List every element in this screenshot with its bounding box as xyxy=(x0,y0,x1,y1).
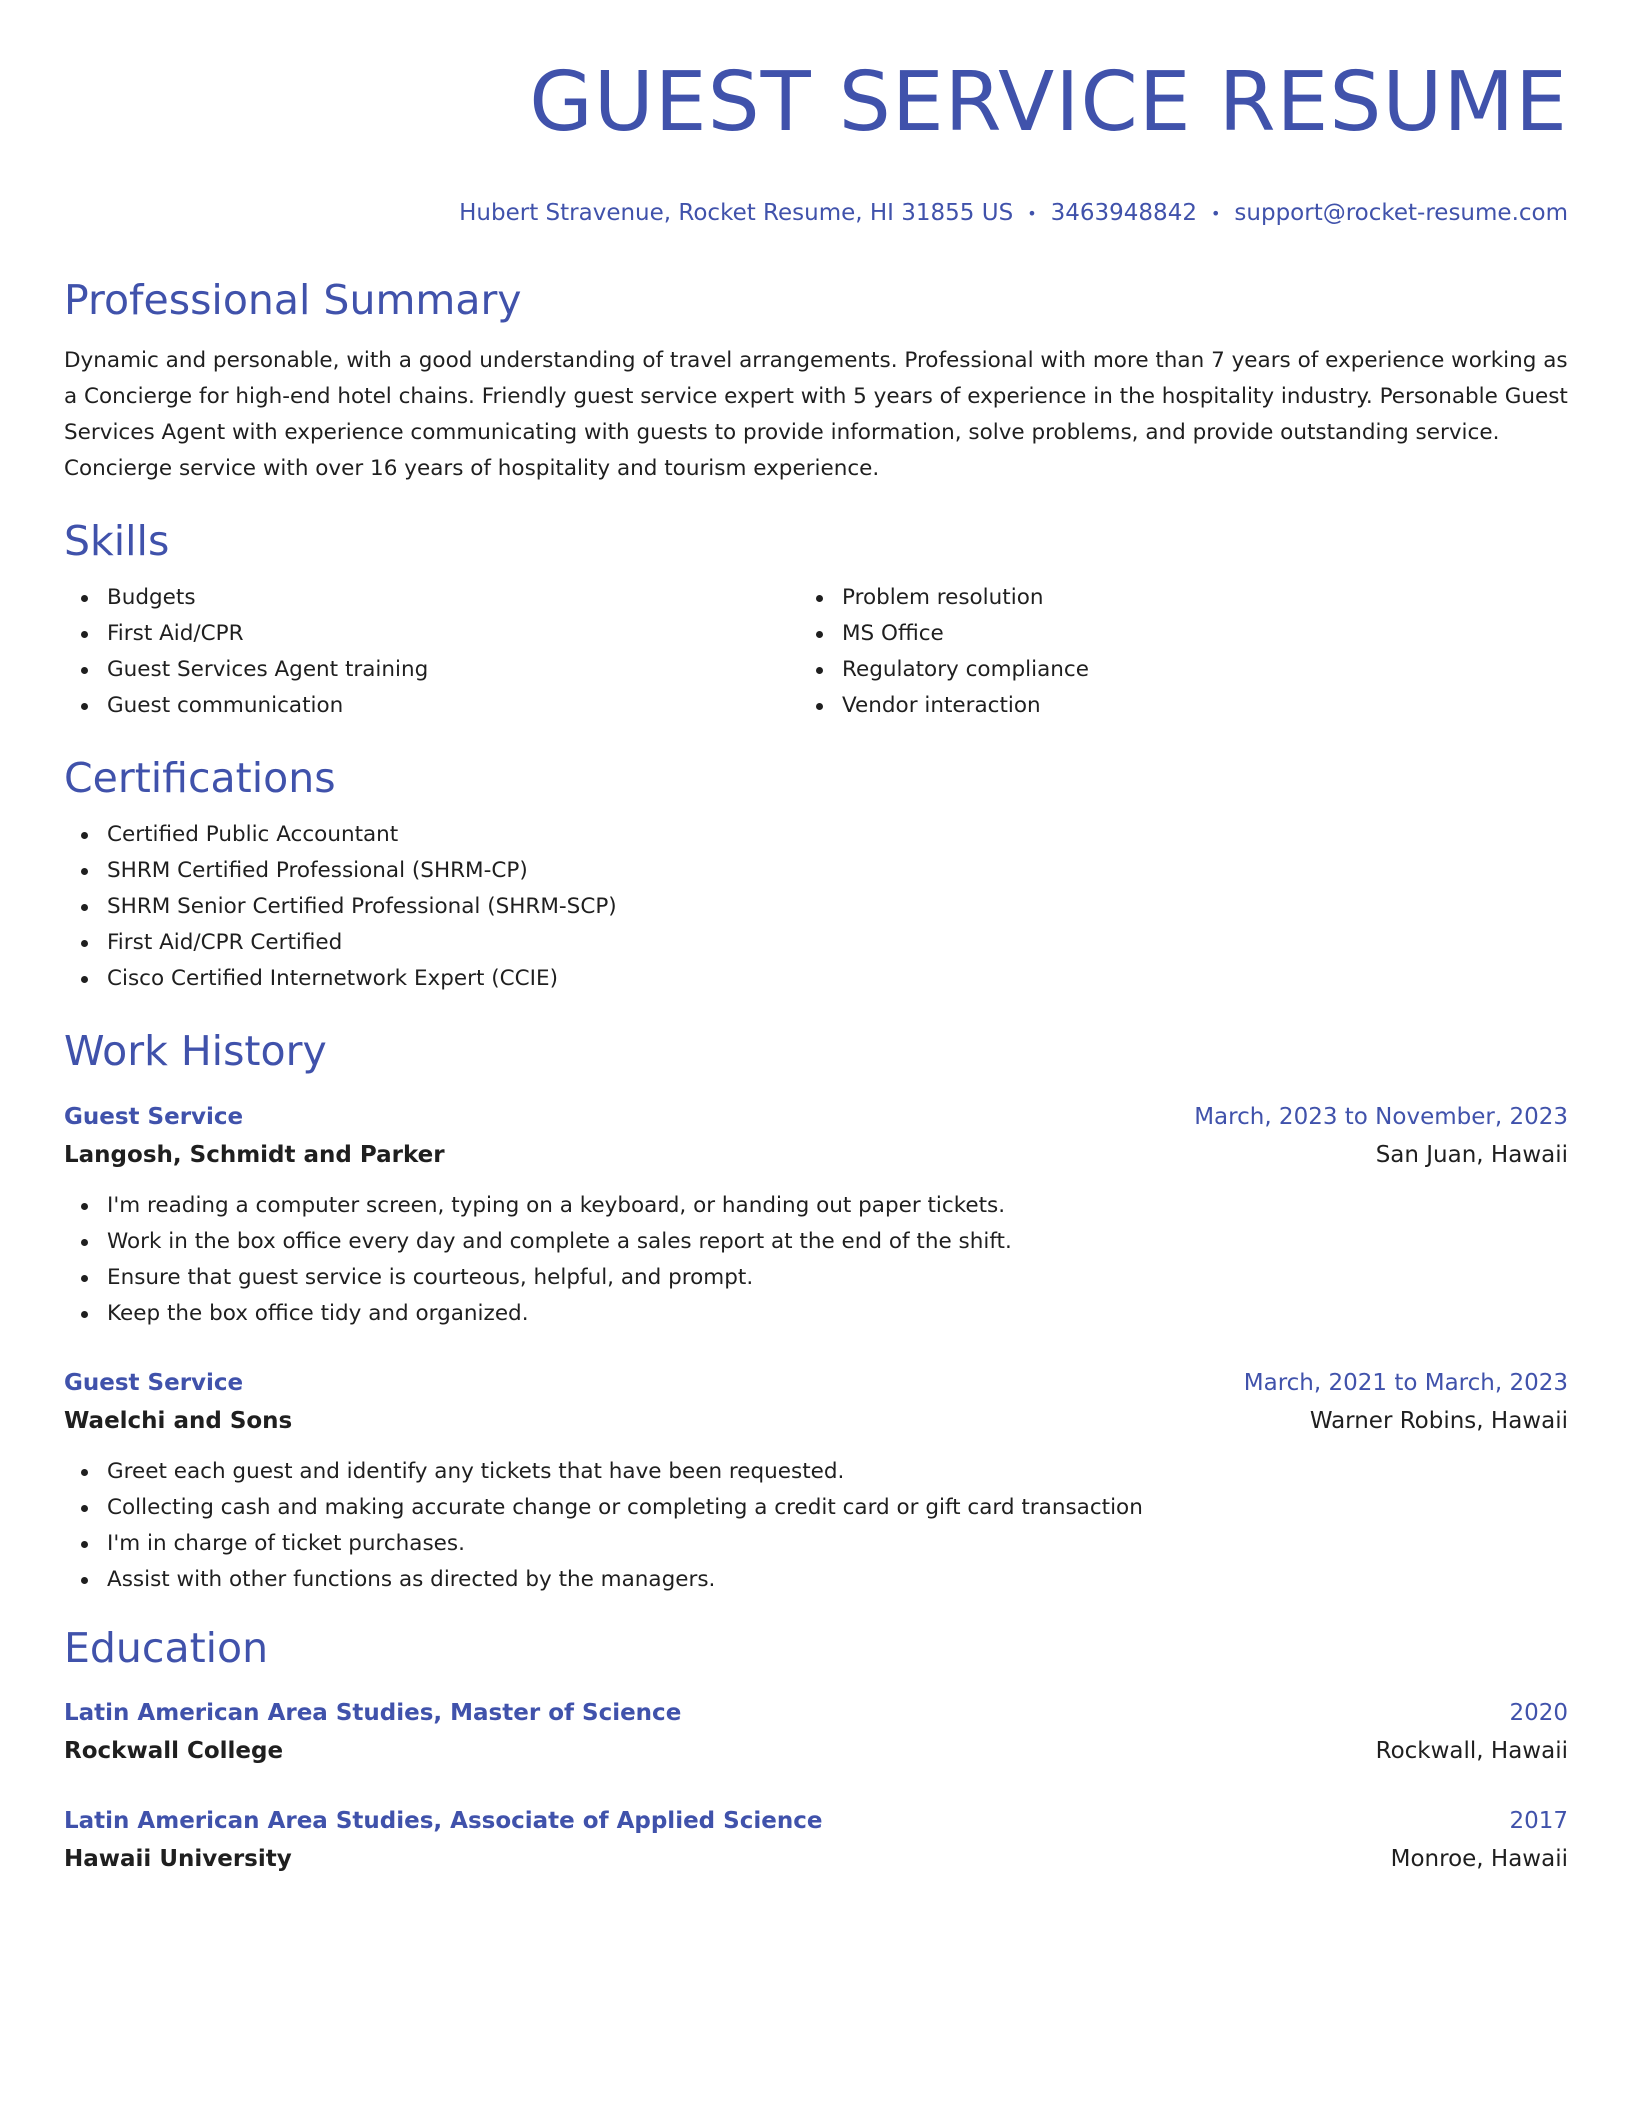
skills-list xyxy=(64,580,1568,724)
certifications-list xyxy=(64,817,1568,997)
education-degree: Latin American Area Studies, Master of Science xyxy=(64,1699,682,1726)
contact-phone: 3463948842 xyxy=(1050,200,1197,226)
section-title-certifications: Certifications xyxy=(64,753,336,802)
job-company-row xyxy=(64,1136,1568,1174)
education-location: Rockwall, Hawaii xyxy=(1375,1737,1568,1764)
job-duty: Assist with other functions as directed by the managers. xyxy=(64,1562,1568,1598)
job-dates: March, 2023 to November, 2023 xyxy=(1194,1104,1568,1131)
education-degree: Latin American Area Studies, Associate of Applied Science xyxy=(64,1807,823,1834)
section-title-skills: Skills xyxy=(64,516,170,565)
contact-line xyxy=(64,200,1568,228)
education-school-row xyxy=(64,1840,1568,1878)
education-entry xyxy=(64,1694,1568,1770)
job-entry xyxy=(64,1364,1568,1598)
job-dates: March, 2021 to March, 2023 xyxy=(1243,1370,1568,1397)
job-location: San Juan, Hawaii xyxy=(1375,1142,1568,1169)
certification-item: First Aid/CPR Certified xyxy=(64,925,1568,961)
skill-item: Budgets xyxy=(64,580,799,616)
contact-address: Hubert Stravenue, Rocket Resume, HI 31855 US xyxy=(459,200,1014,226)
skill-item: MS Office xyxy=(799,616,1534,652)
skill-item: Guest Services Agent training xyxy=(64,652,799,688)
job-role: Guest Service xyxy=(64,1370,244,1397)
summary-text: Dynamic and personable, with a good understanding of travel arrangements. Professional with more than 7 years of experience working as a Concierge for high-end hotel chains. Friendly guest service expert with 5 years of experience in the hospitality industry. Personable Guest Services Agent with experience communicating with guests to provide information, solve problems, and provide outstanding service. Concierge service with over 16 years of hospitality and tourism experience. xyxy=(64,347,1568,481)
job-duty: Work in the box office every day and complete a sales report at the end of the shift. xyxy=(64,1224,1568,1260)
contact-email: support@rocket-resume.com xyxy=(1234,200,1568,226)
skills-column-left xyxy=(64,580,799,724)
job-duty: I'm in charge of ticket purchases. xyxy=(64,1526,1568,1562)
job-duties xyxy=(64,1454,1568,1598)
contact-separator: • xyxy=(1210,203,1221,223)
job-duty: Greet each guest and identify any tickets that have been requested. xyxy=(64,1454,1568,1490)
job-company: Langosh, Schmidt and Parker xyxy=(64,1142,445,1169)
job-header-row xyxy=(64,1098,1568,1136)
certification-item: Certified Public Accountant xyxy=(64,817,1568,853)
skill-item: First Aid/CPR xyxy=(64,616,799,652)
job-duty: Collecting cash and making accurate change or completing a credit card or gift card transaction xyxy=(64,1490,1568,1526)
job-duty: I'm reading a computer screen, typing on a keyboard, or handing out paper tickets. xyxy=(64,1188,1568,1224)
section-title-education: Education xyxy=(64,1624,269,1673)
job-company-row xyxy=(64,1402,1568,1440)
education-location: Monroe, Hawaii xyxy=(1390,1845,1568,1872)
education-school: Rockwall College xyxy=(64,1737,284,1764)
job-duty: Ensure that guest service is courteous, helpful, and prompt. xyxy=(64,1260,1568,1296)
education-header-row xyxy=(64,1802,1568,1840)
skill-item: Guest communication xyxy=(64,688,799,724)
skills-column-right xyxy=(799,580,1534,724)
resume-title: GUEST SERVICE RESUME xyxy=(529,55,1568,150)
job-role: Guest Service xyxy=(64,1104,244,1131)
skill-item: Problem resolution xyxy=(799,580,1534,616)
skill-item: Regulatory compliance xyxy=(799,652,1534,688)
education-header-row xyxy=(64,1694,1568,1732)
certification-item: SHRM Senior Certified Professional (SHRM-SCP) xyxy=(64,889,1568,925)
education-school-row xyxy=(64,1732,1568,1770)
education-year: 2017 xyxy=(1509,1807,1568,1834)
job-location: Warner Robins, Hawaii xyxy=(1309,1408,1568,1435)
education-year: 2020 xyxy=(1509,1699,1568,1726)
job-duty: Keep the box office tidy and organized. xyxy=(64,1296,1568,1332)
section-title-summary: Professional Summary xyxy=(64,275,522,324)
job-company: Waelchi and Sons xyxy=(64,1408,293,1435)
education-school: Hawaii University xyxy=(64,1845,292,1872)
certification-item: Cisco Certified Internetwork Expert (CCIE) xyxy=(64,961,1568,997)
job-duties xyxy=(64,1188,1568,1332)
contact-separator: • xyxy=(1027,203,1037,223)
job-entry xyxy=(64,1098,1568,1332)
certification-item: SHRM Certified Professional (SHRM-CP) xyxy=(64,853,1568,889)
skill-item: Vendor interaction xyxy=(799,688,1534,724)
job-header-row xyxy=(64,1364,1568,1402)
education-entry xyxy=(64,1802,1568,1878)
section-title-work-history: Work History xyxy=(64,1027,327,1076)
